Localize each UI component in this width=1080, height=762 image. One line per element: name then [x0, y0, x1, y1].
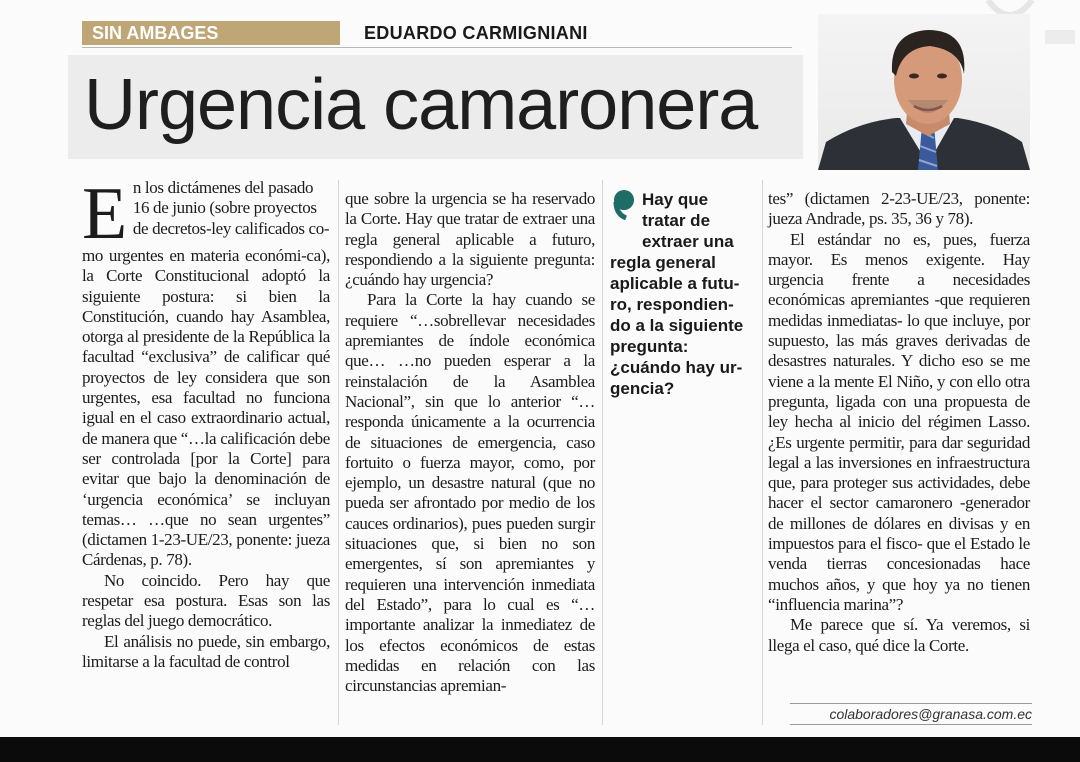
- column-divider: [602, 180, 603, 725]
- pull-quote-line: do a la siguiente: [610, 316, 744, 335]
- pull-quote-line: gencia?: [610, 379, 675, 398]
- article-column-4: [768, 189, 1030, 656]
- paragraph: No coincido. Pero hay que respetar esa postura. Esas son las reglas del juego democrático.: [82, 570, 330, 631]
- paragraph: Me parece que sí. Ya veremos, si llega el caso, qué dice la Corte.: [768, 615, 1030, 655]
- article-title: Urgencia camaronera: [84, 65, 758, 145]
- text-line: n los dictámenes del pasado: [132, 178, 314, 197]
- pull-quote-line: ro, respondien-: [610, 295, 734, 314]
- text-line: 16 de junio (sobre proyectos: [132, 198, 317, 218]
- column-divider: [338, 180, 339, 725]
- pull-quote-line: ¿cuándo hay ur-: [610, 358, 743, 377]
- paragraph: tes” (dictamen 2-23-UE/23, ponente: jueza Andrade, ps. 35, 36 y 78).: [768, 189, 1030, 229]
- pull-quote-line: extraer una: [642, 232, 734, 251]
- pull-quote-line: tratar de: [642, 211, 711, 230]
- header-divider: [82, 47, 792, 48]
- pull-quote-line: Hay que: [642, 190, 709, 209]
- column-divider: [762, 180, 763, 725]
- article-column-2: [345, 189, 595, 696]
- paragraph: Para la Corte la hay cuando se requiere “…sobrellevar necesidades apremiantes de índole económica que… …no pueden esperar a la reinstalación de la Asamblea Nacional”, sin que lo anterior “…responda únicamente a la ocurrencia de situaciones de emergencia, caso fortuito o fuerza mayor, como, por ejemplo, un desastre natural (que no pueda ser afrontado por medio de los cauces ordinarios), pues pueden surgir situaciones que, si bien no son emergentes, sí son apremiantes y requieren una intervención inmediata del Estado”, para lo cual es “…importante analizar la inmediatez de los efectos económicos de estas medidas en relación con las circunstancias apremian-: [345, 290, 595, 696]
- author-name: EDUARDO CARMIGNIANI: [364, 23, 588, 43]
- bottom-black-bar: [0, 737, 1080, 762]
- drop-cap: E: [82, 173, 127, 255]
- paragraph: El análisis no puede, sin embargo, limitarse a la facultad de control: [82, 631, 330, 671]
- article-column-1: [82, 173, 330, 672]
- corner-mark: [1045, 30, 1075, 44]
- section-tag: SIN AMBAGES: [82, 21, 340, 45]
- paragraph: El estándar no es, pues, fuerza mayor. Es menos exigente. Hay urgencia frente a necesidades económicas apremiantes -que requieren medidas inmediatas- lo que incluye, por supuesto, las más graves derivadas de desastres naturales. Y dicho eso se me viene a la mente El Niño, y con ello otra pregunta, ligada con una propuesta de ley hecha al inicio del régimen Lasso. ¿Es urgente permitir, para dar seguridad legal a las inversiones en infraestructura que, para proteger sus actividades, debe hacer el sector camaronero -generador de millones de dólares en divisas y en impuestos para el fisco- que el Estado le venda tierras concesionadas hace muchos años, y que hoy ya no tienen “influencia marina”?: [768, 229, 1030, 614]
- paragraph: mo urgentes en materia económi-ca), la Corte Constitucional adoptó la siguiente postura: si bien la Constitución, cuando hay Asamblea, otorga al presidente de la República la facultad “exclusiva” de calificar qué proyectos de ley considera que son urgentes, esa facultad no funciona igual en el caso extraordinario actual, de manera que “…la calificación debe ser controlada [por la Corte] para evitar que bajo la denominación de ‘urgencia económica’ se incluyan temas… …que no sean urgentes” (dictamen 1-23-UE/23, ponente: jueza Cárdenas, p. 78).: [82, 246, 330, 570]
- author-portrait: [818, 14, 1030, 170]
- pull-quote-line: aplicable a futu-: [610, 274, 740, 293]
- paragraph: que sobre la urgencia se ha reservado la Corte. Hay que tratar de extraer una regla general aplicable a futuro, respondiendo a la siguiente pregunta: ¿cuándo hay urgencia?: [345, 189, 595, 290]
- pull-quote: [610, 189, 758, 399]
- contributor-email: colaboradores@granasa.com.ec: [790, 703, 1032, 725]
- text-line: de decretos-ley calificados co-: [132, 218, 330, 238]
- pull-quote-line: regla general: [610, 253, 716, 272]
- pull-quote-line: pregunta:: [610, 337, 689, 356]
